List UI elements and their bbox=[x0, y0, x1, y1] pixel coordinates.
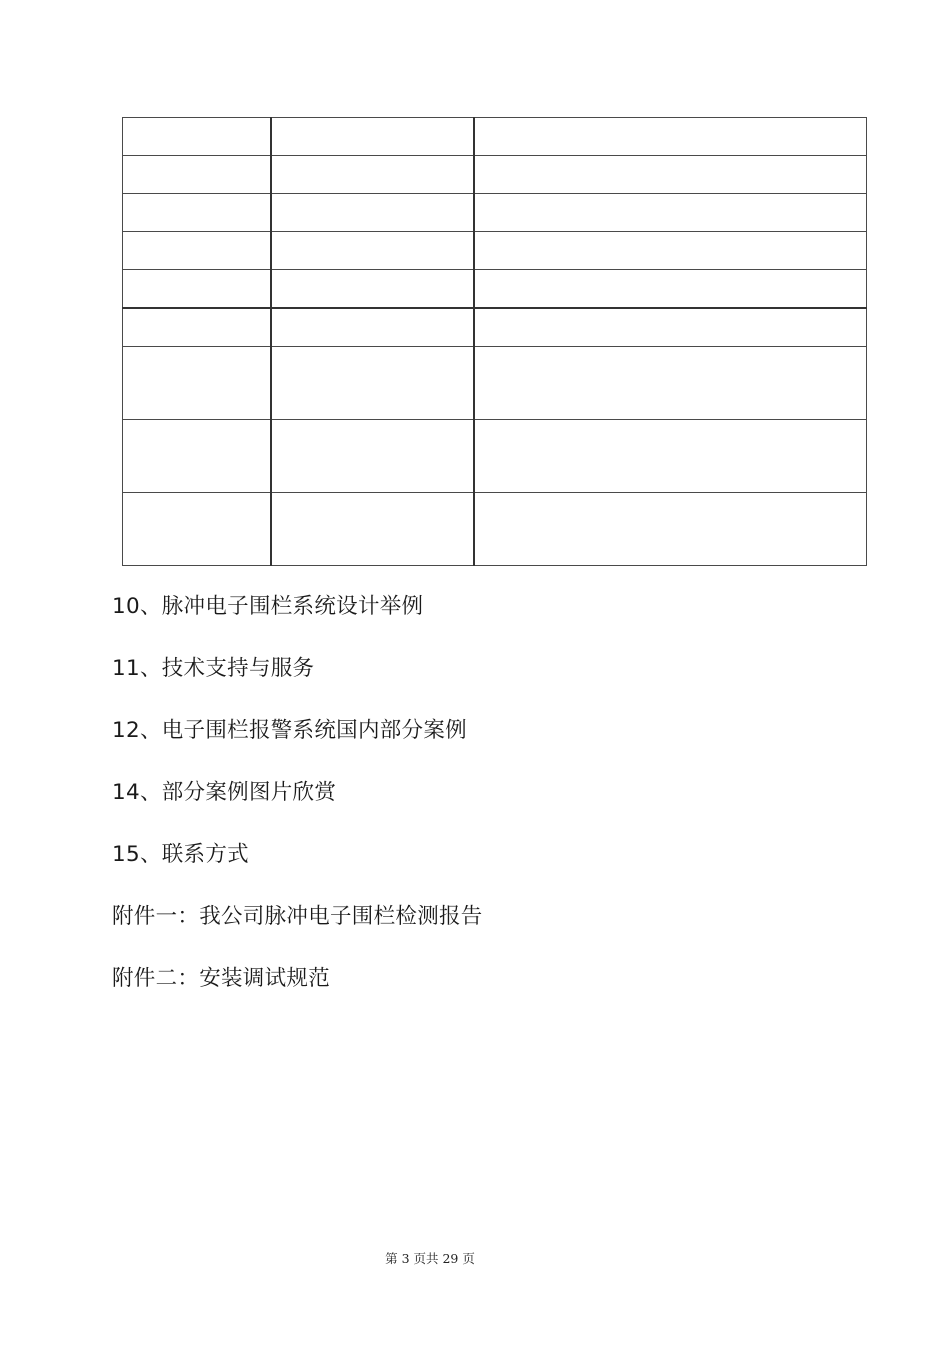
table-cell bbox=[271, 347, 474, 420]
table-cell bbox=[123, 347, 271, 420]
table-cell bbox=[271, 270, 474, 309]
table-row bbox=[123, 420, 867, 493]
table-cell bbox=[123, 118, 271, 156]
toc-item-appendix-1: 附件一：我公司脉冲电子围栏检测报告 bbox=[112, 904, 483, 929]
table-row bbox=[123, 347, 867, 420]
table-cell bbox=[123, 420, 271, 493]
table-cell bbox=[474, 232, 867, 270]
table-body bbox=[123, 118, 867, 566]
table-cell bbox=[474, 347, 867, 420]
table-cell bbox=[123, 270, 271, 309]
table-cell bbox=[474, 270, 867, 309]
table-cell bbox=[474, 493, 867, 566]
table-of-contents bbox=[112, 592, 483, 1026]
table-row bbox=[123, 156, 867, 194]
table-cell bbox=[271, 156, 474, 194]
table-cell bbox=[271, 420, 474, 493]
table-cell bbox=[271, 194, 474, 232]
table-cell bbox=[474, 420, 867, 493]
table-cell bbox=[123, 156, 271, 194]
table-cell bbox=[271, 232, 474, 270]
toc-item-12: 12、电子围栏报警系统国内部分案例 bbox=[112, 718, 467, 743]
table-cell bbox=[271, 308, 474, 347]
table-cell bbox=[474, 156, 867, 194]
toc-item-14: 14、部分案例图片欣赏 bbox=[112, 780, 337, 805]
toc-item-appendix-2: 附件二：安装调试规范 bbox=[112, 966, 331, 991]
toc-item-11: 11、技术支持与服务 bbox=[112, 656, 315, 681]
table-row bbox=[123, 308, 867, 347]
table-row bbox=[123, 493, 867, 566]
table-cell bbox=[123, 232, 271, 270]
table-cell bbox=[271, 118, 474, 156]
table-cell bbox=[271, 493, 474, 566]
table-cell bbox=[123, 493, 271, 566]
table-row bbox=[123, 118, 867, 156]
table-row bbox=[123, 270, 867, 309]
table-row bbox=[123, 232, 867, 270]
table-cell bbox=[474, 308, 867, 347]
empty-table bbox=[122, 117, 867, 566]
toc-item-15: 15、联系方式 bbox=[112, 842, 249, 867]
table-cell bbox=[474, 194, 867, 232]
table-cell bbox=[123, 194, 271, 232]
toc-item-10: 10、脉冲电子围栏系统设计举例 bbox=[112, 594, 424, 619]
table-row bbox=[123, 194, 867, 232]
page-number-footer: 第 3 页共 29 页 bbox=[385, 1251, 475, 1266]
table-cell bbox=[474, 118, 867, 156]
table-cell bbox=[123, 308, 271, 347]
